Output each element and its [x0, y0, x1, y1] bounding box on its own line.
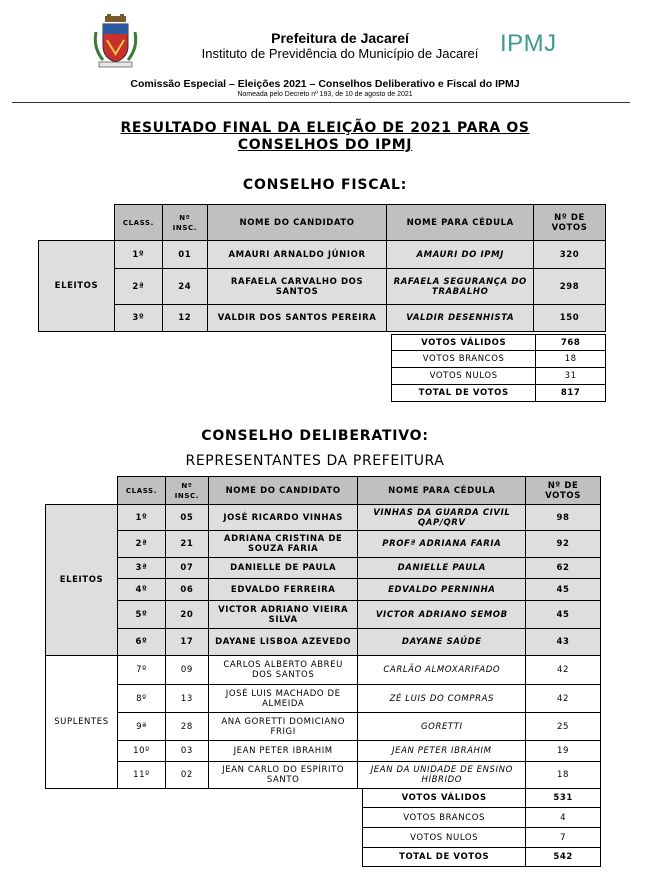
total-value: 768: [536, 335, 606, 351]
cell-name: VALDIR DOS SANTOS PEREIRA: [207, 305, 387, 332]
cell-votes: 320: [534, 241, 606, 269]
cell-votes: 92: [526, 531, 601, 558]
cell-votes: 98: [526, 505, 601, 531]
total-value: 542: [526, 848, 601, 867]
commission-line: Comissão Especial – Eleições 2021 – Conselhos Deliberativo e Fiscal do IPMJ: [130, 78, 520, 90]
col-name: NOME DO CANDIDATO: [207, 205, 387, 241]
col-insc: [162, 205, 207, 241]
table-header-row: [46, 477, 601, 505]
cell-ballot: GORETTI: [358, 713, 526, 741]
page-title-line-2: CONSELHOS DO IPMJ: [237, 137, 413, 153]
ipmj-logo: IPMJ: [500, 30, 557, 57]
cell-ballot: VALDIR DESENHISTA: [387, 305, 534, 332]
cell-ballot: VINHAS DA GUARDA CIVIL QAP/QRV: [358, 505, 526, 531]
totals-row: [392, 351, 606, 368]
cell-class: 9ª: [117, 713, 165, 741]
col-insc: [165, 477, 208, 505]
total-label: VOTOS NULOS: [392, 368, 536, 385]
cell-votes: 150: [534, 305, 606, 332]
total-label: VOTOS VÁLIDOS: [392, 335, 536, 351]
cell-votes: 298: [534, 269, 606, 305]
col-ballot: NOME PARA CÉDULA: [387, 205, 534, 241]
cell-class: 3ª: [117, 558, 165, 579]
total-value: 4: [526, 808, 601, 828]
cell-insc: 03: [165, 741, 208, 762]
fiscal-results-table: [38, 204, 606, 332]
cell-votes: 43: [526, 629, 601, 656]
col-votes: [534, 205, 606, 241]
cell-name: ANA GORETTI DOMICIANO FRIGI: [208, 713, 358, 741]
col-name: NOME DO CANDIDATO: [208, 477, 358, 505]
cell-class: 1º: [117, 505, 165, 531]
total-value: 531: [526, 789, 601, 808]
cell-name: JOSÉ RICARDO VINHAS: [208, 505, 358, 531]
deliberative-subtitle: REPRESENTANTES DA PREFEITURA: [185, 453, 445, 469]
col-ballot: NOME PARA CÉDULA: [358, 477, 526, 505]
cell-insc: 02: [165, 762, 208, 789]
total-value: 31: [536, 368, 606, 385]
col-votes-l2: VOTOS: [545, 490, 581, 501]
cell-insc: 06: [165, 579, 208, 601]
totals-row: [363, 789, 601, 808]
table-row: [46, 656, 601, 685]
table-header-row: [39, 205, 606, 241]
cell-class: 10º: [117, 741, 165, 762]
table-row: [46, 713, 601, 741]
cell-name: RAFAELA CARVALHO DOS SANTOS: [207, 269, 387, 305]
cell-ballot: JEAN DA UNIDADE DE ENSINO HÍBRIDO: [358, 762, 526, 789]
cell-class: 3º: [114, 305, 162, 332]
col-class: CLASS.: [114, 205, 162, 241]
header-divider: [12, 102, 630, 103]
totals-row: [363, 808, 601, 828]
empty-cell: [39, 205, 115, 241]
page-title: [40, 120, 610, 154]
org-name: Prefeitura de Jacareí: [271, 30, 409, 46]
cell-insc: 12: [162, 305, 207, 332]
cell-name: JOSÉ LUIS MACHADO DE ALMEIDA: [208, 685, 358, 713]
cell-class: 2ª: [114, 269, 162, 305]
cell-name: JEAN PETER IBRAHIM: [208, 741, 358, 762]
deliberative-totals-table: [362, 788, 601, 867]
table-row: [46, 741, 601, 762]
table-row: [39, 241, 606, 269]
cell-ballot: VICTOR ADRIANO SEMOB: [358, 601, 526, 629]
totals-row: [392, 385, 606, 402]
cell-insc: 09: [165, 656, 208, 685]
cell-ballot: AMAURI DO IPMJ: [387, 241, 534, 269]
cell-votes: 42: [526, 685, 601, 713]
group-label-substitutes: SUPLENTES: [46, 656, 118, 789]
table-row: [46, 558, 601, 579]
cell-votes: 18: [526, 762, 601, 789]
total-label: VOTOS BRANCOS: [392, 351, 536, 368]
deliberative-results-table: [45, 476, 601, 789]
cell-class: 7º: [117, 656, 165, 685]
table-row: [46, 579, 601, 601]
cell-class: 5º: [117, 601, 165, 629]
cell-ballot: ZÉ LUIS DO COMPRAS: [358, 685, 526, 713]
totals-row: [363, 848, 601, 867]
col-votes-l1: Nº DE: [547, 480, 579, 491]
col-insc-l1: Nº: [179, 213, 191, 222]
totals-row: [363, 828, 601, 848]
col-insc-l2: INSC.: [174, 491, 200, 500]
fiscal-totals-table: [391, 334, 606, 402]
deliberative-council-title: CONSELHO DELIBERATIVO:: [201, 428, 429, 444]
cell-insc: 21: [165, 531, 208, 558]
institute-name: Instituto de Previdência do Município de Jacareí: [201, 46, 479, 61]
cell-name: AMAURI ARNALDO JÚNIOR: [207, 241, 387, 269]
cell-insc: 13: [165, 685, 208, 713]
total-label: TOTAL DE VOTOS: [392, 385, 536, 402]
cell-class: 11º: [117, 762, 165, 789]
col-votes-l1: Nº DE: [554, 212, 585, 223]
col-class: CLASS.: [117, 477, 165, 505]
totals-row: [392, 335, 606, 351]
total-value: 817: [536, 385, 606, 402]
cell-votes: 62: [526, 558, 601, 579]
cell-insc: 01: [162, 241, 207, 269]
cell-class: 6º: [117, 629, 165, 656]
group-label-elected: ELEITOS: [39, 241, 115, 332]
cell-votes: 42: [526, 656, 601, 685]
table-row: [46, 601, 601, 629]
fiscal-council-title: CONSELHO FISCAL:: [242, 177, 408, 193]
cell-ballot: JEAN PETER IBRAHIM: [358, 741, 526, 762]
cell-ballot: PROFª ADRIANA FARIA: [358, 531, 526, 558]
col-votes-l2: VOTOS: [551, 222, 588, 233]
page-title-line-1: RESULTADO FINAL DA ELEIÇÃO DE 2021 PARA OS: [120, 120, 530, 136]
cell-name: EDVALDO FERREIRA: [208, 579, 358, 601]
group-label-elected: ELEITOS: [46, 505, 118, 656]
cell-name: ADRIANA CRISTINA DE SOUZA FARIA: [208, 531, 358, 558]
cell-class: 8º: [117, 685, 165, 713]
cell-insc: 17: [165, 629, 208, 656]
cell-name: CARLOS ALBERTO ABREU DOS SANTOS: [208, 656, 358, 685]
cell-name: DANIELLE DE PAULA: [208, 558, 358, 579]
header-title-block: [190, 30, 490, 62]
table-row: [46, 762, 601, 789]
cell-class: 1º: [114, 241, 162, 269]
total-label: VOTOS BRANCOS: [363, 808, 526, 828]
cell-votes: 19: [526, 741, 601, 762]
cell-class: 4º: [117, 579, 165, 601]
cell-ballot: DANIELLE PAULA: [358, 558, 526, 579]
total-label: VOTOS NULOS: [363, 828, 526, 848]
cell-name: VICTOR ADRIANO VIEIRA SILVA: [208, 601, 358, 629]
total-value: 18: [536, 351, 606, 368]
cell-insc: 28: [165, 713, 208, 741]
total-label: VOTOS VÁLIDOS: [363, 789, 526, 808]
cell-name: DAYANE LISBOA AZEVEDO: [208, 629, 358, 656]
decree-line: Nomeada pelo Decreto nº 193, de 10 de agosto de 2021: [237, 91, 413, 98]
coat-of-arms-icon: [93, 14, 138, 69]
cell-votes: 25: [526, 713, 601, 741]
col-insc-l2: INSC.: [172, 223, 197, 232]
table-row: [46, 531, 601, 558]
cell-insc: 24: [162, 269, 207, 305]
cell-ballot: CARLÃO ALMOXARIFADO: [358, 656, 526, 685]
cell-votes: 45: [526, 579, 601, 601]
cell-insc: 07: [165, 558, 208, 579]
cell-class: 2ª: [117, 531, 165, 558]
empty-cell: [46, 477, 118, 505]
col-insc-l1: Nº: [181, 481, 193, 490]
cell-insc: 05: [165, 505, 208, 531]
cell-ballot: EDVALDO PERNINHA: [358, 579, 526, 601]
table-row: [46, 629, 601, 656]
table-row: [39, 269, 606, 305]
totals-row: [392, 368, 606, 385]
cell-votes: 45: [526, 601, 601, 629]
total-label: TOTAL DE VOTOS: [363, 848, 526, 867]
cell-ballot: DAYANE SAÚDE: [358, 629, 526, 656]
cell-insc: 20: [165, 601, 208, 629]
table-row: [46, 685, 601, 713]
table-row: [46, 505, 601, 531]
cell-ballot: RAFAELA SEGURANÇA DO TRABALHO: [387, 269, 534, 305]
cell-name: JEAN CARLO DO ESPÍRITO SANTO: [208, 762, 358, 789]
table-row: [39, 305, 606, 332]
total-value: 7: [526, 828, 601, 848]
col-votes: [526, 477, 601, 505]
